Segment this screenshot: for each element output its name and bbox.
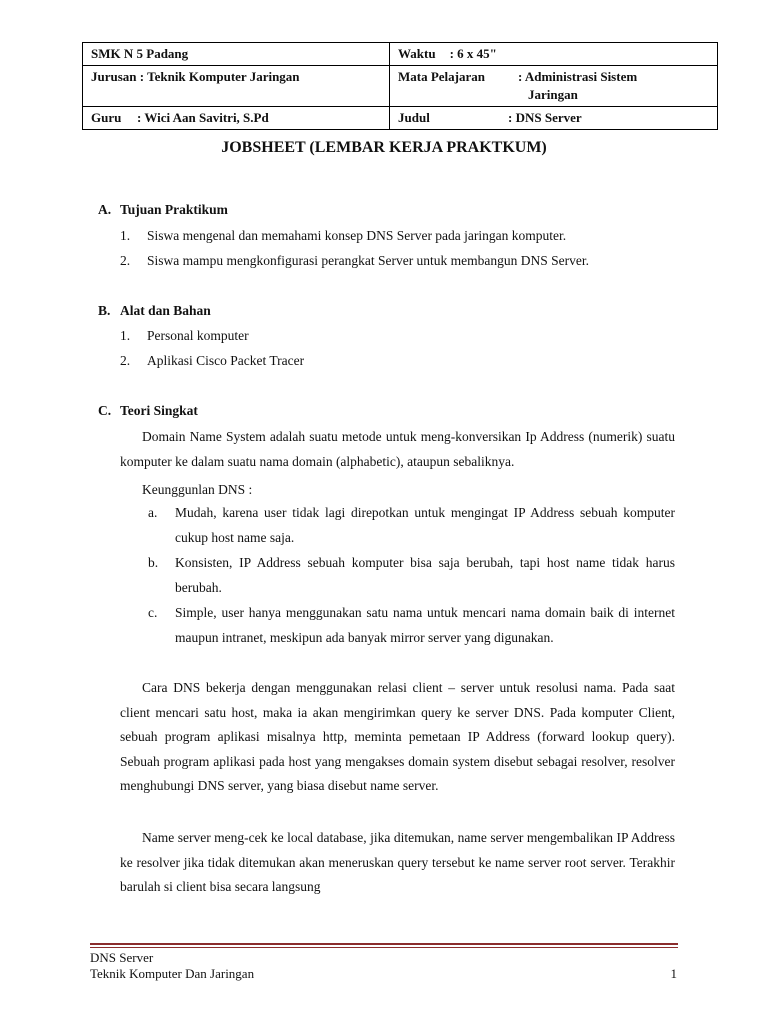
judul-cell — [390, 107, 718, 130]
guru-value: : Wici Aan Savitri, S.Pd — [137, 110, 269, 125]
section-title: Tujuan Praktikum — [120, 202, 228, 217]
header-row — [83, 43, 718, 66]
list-item — [148, 500, 675, 550]
waktu-cell — [390, 43, 718, 66]
item-text: Aplikasi Cisco Packet Tracer — [147, 353, 305, 368]
list-item — [120, 253, 589, 269]
footer-rule — [90, 943, 678, 945]
item-text: Siswa mengenal dan memahami konsep DNS Server pada jaringan komputer. — [147, 228, 567, 243]
list-item — [120, 328, 249, 344]
judul-label: Judul — [398, 110, 430, 125]
item-text: Simple, user hanya menggunakan satu nama untuk mencari nama domain baik di internet maupun intranet, meskipun ada banyak mirror server yang digunakan. — [175, 605, 675, 645]
footer-title: DNS Server — [90, 950, 154, 965]
header-row — [83, 66, 718, 107]
mapel-cell — [390, 66, 718, 107]
paragraph: Name server meng-cek ke local database, jika ditemukan, name server mengembalikan IP Address ke resolver jika tidak ditemukan akan meneruskan query tersebut ke name server root server. Terakhir barulah si client bisa secara langsung — [120, 830, 675, 894]
footer-subtitle: Teknik Komputer Dan Jaringan — [90, 966, 255, 981]
waktu-value: : 6 x 45" — [449, 46, 497, 61]
item-letter: c. — [148, 605, 158, 620]
list-item — [120, 228, 566, 244]
guru-label: Guru — [91, 110, 122, 125]
mapel-value: : Administrasi Sistem — [518, 69, 638, 84]
header-table — [82, 42, 718, 130]
waktu-label: Waktu — [398, 46, 436, 61]
section-a-heading — [98, 202, 228, 218]
header-row — [83, 107, 718, 130]
school-cell: SMK N 5 Padang — [83, 43, 390, 66]
keunggulan-heading: Keunggunlan DNS : — [142, 482, 253, 497]
list-item — [120, 353, 304, 369]
item-number: 2. — [120, 253, 131, 268]
footer-rule-thin — [90, 947, 678, 948]
item-text: Konsisten, IP Address sebuah komputer bisa saja berubah, tapi host name tidak harus berubah. — [175, 555, 675, 595]
item-letter: a. — [148, 505, 158, 520]
section-letter: A. — [98, 202, 112, 217]
section-letter: C. — [98, 403, 112, 418]
section-c-heading — [98, 403, 198, 419]
jurusan-cell: Jurusan : Teknik Komputer Jaringan — [83, 66, 390, 107]
item-text: Siswa mampu mengkonfigurasi perangkat Server untuk membangun DNS Server. — [147, 253, 590, 268]
section-b-heading — [98, 303, 211, 319]
paragraph: Domain Name System adalah suatu metode untuk meng-konversikan Ip Address (numerik) suatu komputer ke dalam suatu nama domain (alphabetic), ataupun sebaliknya. — [120, 429, 675, 469]
item-number: 1. — [120, 228, 131, 243]
mapel-label: Mata Pelajaran — [398, 69, 486, 84]
page-number: 1 — [670, 966, 677, 981]
page-title: JOBSHEET (LEMBAR KERJA PRAKTKUM) — [221, 139, 547, 156]
item-letter: b. — [148, 555, 159, 570]
list-item — [148, 600, 675, 650]
mapel-value-2: Jaringan — [528, 87, 578, 102]
section-title: Alat dan Bahan — [120, 303, 211, 318]
item-text: Personal komputer — [147, 328, 249, 343]
guru-cell — [83, 107, 390, 130]
item-number: 1. — [120, 328, 131, 343]
paragraph: Cara DNS bekerja dengan menggunakan relasi client – server untuk resolusi nama. Pada saat client mencari satu host, maka ia akan mengirimkan query ke server DNS. Pada komputer Client, sebuah program aplikasi misalnya http, meminta pemetaan IP Address (forward lookup query). Sebuah program aplikasi pada host yang mengakses domain system disebut sebagai resolver, resolver menghubungi DNS server, yang biasa disebut name server. — [120, 680, 675, 793]
section-letter: B. — [98, 303, 111, 318]
list-item — [148, 550, 675, 600]
item-number: 2. — [120, 353, 131, 368]
item-text: Mudah, karena user tidak lagi direpotkan untuk mengingat IP Address sebuah komputer cukup host name saja. — [175, 505, 675, 545]
section-title: Teori Singkat — [120, 403, 198, 418]
judul-value: : DNS Server — [508, 110, 582, 125]
